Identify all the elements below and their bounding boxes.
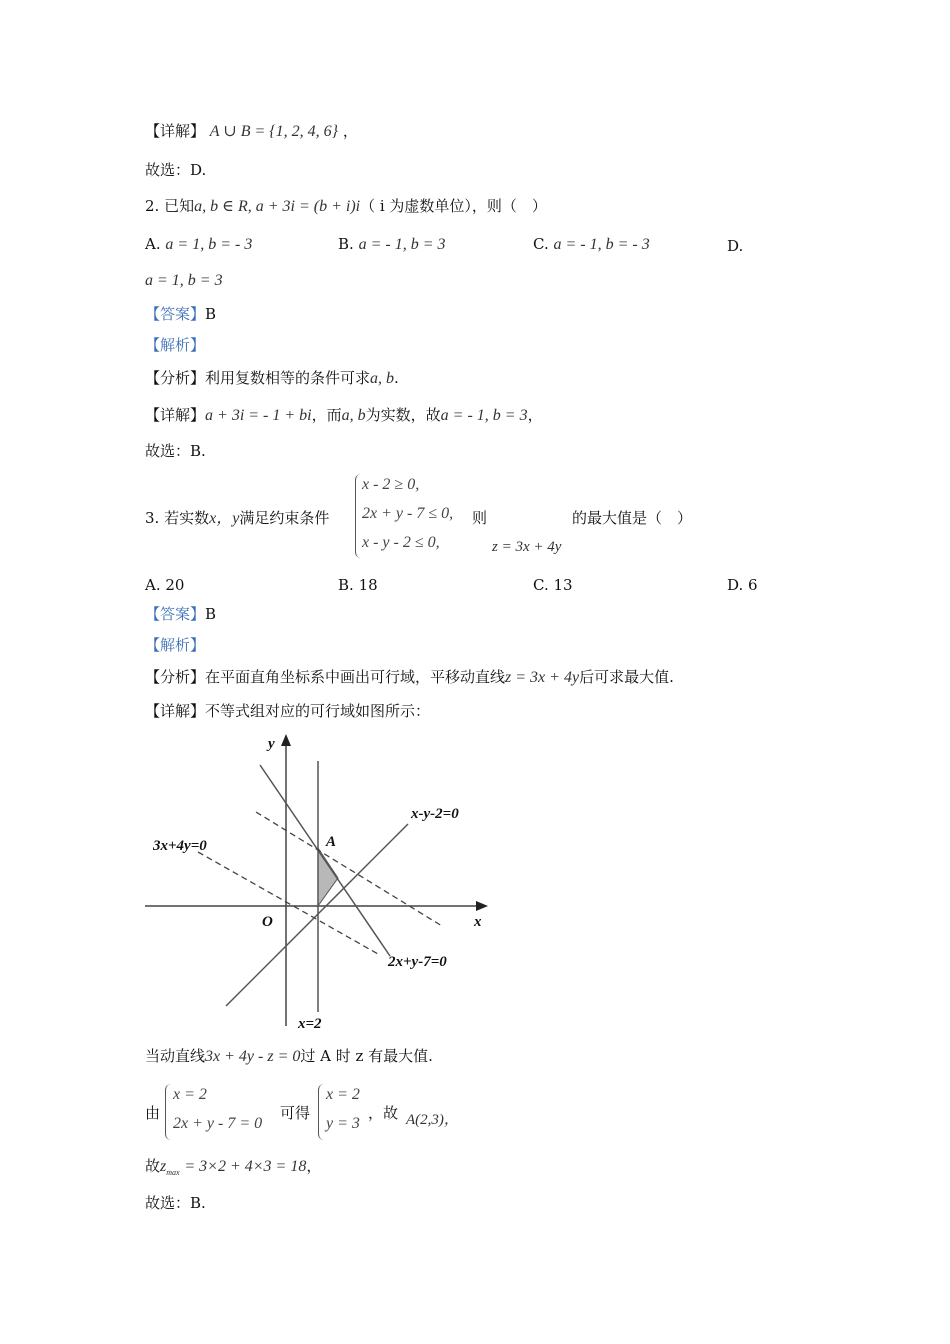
q3-option-c: C. 13: [533, 576, 573, 594]
q2-detail: 【详解】a + 3i = - 1 + bi，而a, b为实数，故a = - 1, b = 3，: [145, 406, 543, 424]
sys2: x = 2 y = 3: [326, 1086, 360, 1132]
q3-fenxi: 【分析】在平面直角坐标系中画出可行域，平移动直线z = 3x + 4y后可求最大值.: [145, 668, 674, 686]
label-x2: x=2: [298, 1016, 322, 1032]
label-3x4y: 3x+4y=0: [153, 838, 207, 854]
q2-answer: 【答案】B: [145, 305, 217, 323]
q3-detail: 【详解】不等式组对应的可行域如图所示：: [145, 702, 431, 720]
zmax-line: 故$z_{max} = 3\times 2 + 4\times 3 = 18$，: [145, 1157, 322, 1177]
origin-label: O: [262, 914, 273, 930]
q2-option-b: B. a = - 1, b = 3: [338, 235, 446, 253]
q3-answer: 【答案】B: [145, 605, 217, 623]
union-formula: A ∪ B = {1, 2, 4, 6}: [209, 123, 339, 140]
q3-stem-prefix: 3. 若实数x，y满足约束条件: [145, 509, 330, 527]
y-axis-arrow: [281, 734, 291, 746]
q3-option-a: A. 20: [145, 576, 185, 594]
sys1: x = 2 2x + y - 7 = 0: [173, 1086, 263, 1132]
q2-option-d-text: a = 1, b = 3: [145, 272, 223, 289]
sys-comma: ，故: [368, 1104, 399, 1122]
line-x-minus-y: [226, 824, 408, 1006]
q2-choose: 故选：B.: [145, 442, 206, 460]
detail-tag: 【详解】: [145, 122, 206, 140]
feasible-region-figure: [140, 728, 500, 1033]
q1-detail-line: 【详解】 A ∪ B = {1, 2, 4, 6} ，: [145, 122, 358, 140]
q2-option-c: C. a = - 1, b = - 3: [533, 235, 650, 253]
q3-moving-line: 当动直线3x + 4y - z = 0过 A 时 z 有最大值.: [145, 1047, 433, 1065]
sys2-brace: [318, 1084, 324, 1140]
q1-choose: 故选：D.: [145, 161, 207, 179]
q3-objective: z = 3x + 4y: [492, 539, 562, 555]
q2-stem-formula: a, b ∈ R, a + 3i = (b + i)i: [194, 198, 361, 215]
q3-stem-suffix: 的最大值是（ ）: [572, 509, 693, 527]
q3-option-b: B. 18: [338, 576, 378, 594]
q3-then: 则: [472, 509, 488, 527]
q3-option-d: D. 6: [727, 576, 758, 594]
q3-choose: 故选：B.: [145, 1194, 206, 1212]
sys1-brace: [165, 1084, 171, 1140]
q2-option-a: A. a = 1, b = - 3: [145, 235, 253, 253]
q2-option-d-label: D.: [727, 237, 744, 255]
q3-analysis-tag: 【解析】: [145, 636, 206, 654]
label-2xy7: 2x+y-7=0: [388, 954, 447, 970]
q2-fenxi: 【分析】利用复数相等的条件可求a, b.: [145, 369, 399, 387]
sys-prefix: 由: [145, 1104, 161, 1122]
q2-stem: 2. 已知a, b ∈ R, a + 3i = (b + i)i（ i 为虚数单位），则（ ）: [145, 197, 547, 215]
x-axis-label: x: [474, 914, 482, 930]
dashed-line-origin: [198, 852, 378, 954]
q3-constraints: x - 2 ≥ 0, 2x + y - 7 ≤ 0, x - y - 2 ≤ 0,: [362, 476, 454, 551]
label-xy2: x-y-2=0: [411, 806, 459, 822]
point-a-label: A: [326, 834, 337, 850]
q3-constraint-brace: [355, 474, 362, 558]
q2-analysis-tag: 【解析】: [145, 336, 206, 354]
point-a-coords: A(2,3)，: [406, 1112, 459, 1128]
sys-mid: 可得: [280, 1104, 311, 1122]
dashed-line-through-a: [256, 812, 442, 926]
x-axis-arrow: [476, 901, 488, 911]
y-axis-label: y: [268, 736, 275, 752]
